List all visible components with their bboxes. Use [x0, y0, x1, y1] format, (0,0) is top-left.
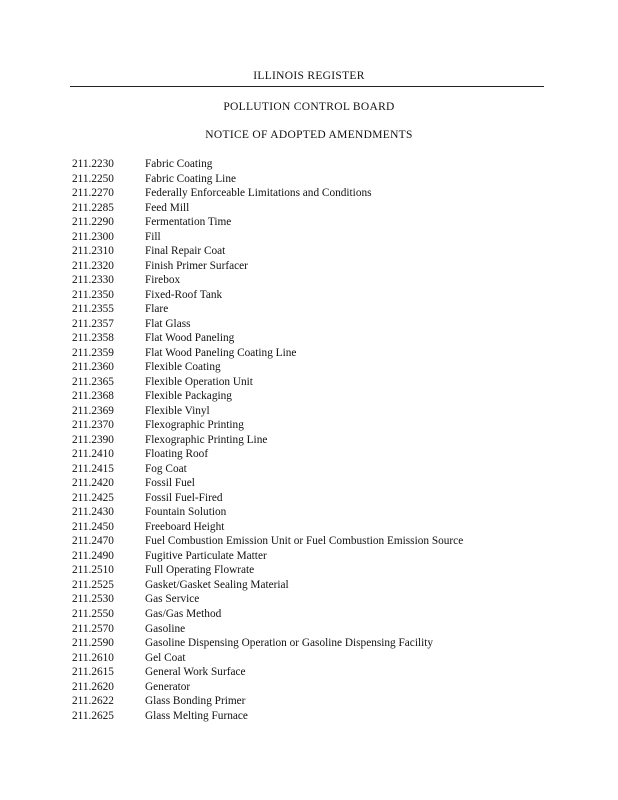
section-number: 211.2250: [72, 172, 114, 185]
section-number: 211.2470: [72, 535, 114, 548]
section-row: [0, 331, 618, 346]
section-title: Flexographic Printing: [145, 419, 244, 432]
section-title: Flare: [145, 303, 169, 316]
section-number: 211.2420: [72, 477, 114, 490]
section-title: Flexographic Printing Line: [145, 433, 268, 446]
section-row: [0, 404, 618, 419]
section-title: Gasoline Dispensing Operation or Gasoline Dispensing Facility: [145, 637, 434, 650]
section-title: Fermentation Time: [145, 216, 232, 229]
section-row: [0, 592, 618, 607]
section-title: Fog Coat: [145, 462, 187, 475]
section-title: Feed Mill: [145, 201, 190, 214]
section-row: [0, 375, 618, 390]
section-number: 211.2370: [72, 419, 114, 432]
section-number: 211.2357: [72, 317, 114, 330]
section-row: [0, 651, 618, 666]
section-title: Final Repair Coat: [145, 245, 226, 258]
section-number: 211.2510: [72, 564, 114, 577]
section-number: 211.2230: [72, 158, 114, 170]
section-row: [0, 680, 618, 695]
section-title: Fountain Solution: [145, 506, 227, 519]
section-list: [0, 157, 618, 723]
section-number: 211.2570: [72, 622, 114, 635]
section-title: Flexible Vinyl: [145, 404, 210, 417]
section-row: [0, 273, 618, 288]
section-title: Fill: [145, 230, 161, 243]
section-number: 211.2390: [72, 433, 114, 446]
section-title: Flexible Operation Unit: [145, 375, 253, 388]
section-number: 211.2360: [72, 361, 114, 374]
section-number: 211.2285: [72, 201, 114, 214]
section-row: [0, 389, 618, 404]
section-number: 211.2310: [72, 245, 114, 258]
section-number: 211.2625: [72, 709, 114, 722]
section-title: Fabric Coating Line: [145, 172, 236, 185]
section-number: 211.2415: [72, 462, 114, 475]
section-number: 211.2330: [72, 274, 114, 287]
section-row: [0, 622, 618, 637]
section-number: 211.2359: [72, 346, 114, 359]
section-number: 211.2410: [72, 448, 114, 461]
section-row: [0, 549, 618, 564]
section-number: 211.2620: [72, 680, 114, 693]
section-row: [0, 433, 618, 448]
section-row: [0, 709, 618, 724]
section-row: [0, 607, 618, 622]
section-title: Fossil Fuel-Fired: [145, 491, 223, 504]
section-row: [0, 694, 618, 709]
section-title: General Work Surface: [145, 666, 246, 679]
section-title: Fabric Coating: [145, 158, 213, 170]
section-row: [0, 244, 618, 259]
section-number: 211.2425: [72, 491, 114, 504]
section-title: Flexible Coating: [145, 361, 221, 374]
section-title: Gel Coat: [145, 651, 186, 664]
section-row: [0, 418, 618, 433]
section-title: Flat Glass: [145, 317, 191, 330]
section-row: [0, 346, 618, 361]
section-number: 211.2350: [72, 288, 114, 301]
section-title: Fuel Combustion Emission Unit or Fuel Combustion Emission Source: [145, 535, 464, 548]
section-row: [0, 534, 618, 549]
section-title: Fossil Fuel: [145, 477, 195, 490]
section-title: Glass Melting Furnace: [145, 709, 248, 722]
section-title: Finish Primer Surfacer: [145, 259, 248, 272]
section-title: Gasket/Gasket Sealing Material: [145, 578, 289, 591]
section-row: [0, 491, 618, 506]
agency-heading: POLLUTION CONTROL BOARD: [223, 101, 395, 113]
section-title: Gas/Gas Method: [145, 607, 222, 620]
section-row: [0, 665, 618, 680]
section-row: [0, 230, 618, 245]
section-number: 211.2590: [72, 637, 114, 650]
section-row: [0, 520, 618, 535]
section-number: 211.2365: [72, 375, 114, 388]
section-row: [0, 302, 618, 317]
section-number: 211.2290: [72, 216, 114, 229]
section-row: [0, 563, 618, 578]
section-number: 211.2300: [72, 230, 114, 243]
section-number: 211.2622: [72, 695, 114, 708]
section-row: [0, 447, 618, 462]
section-row: [0, 172, 618, 187]
section-number: 211.2358: [72, 332, 114, 345]
section-title: Federally Enforceable Limitations and Conditions: [145, 187, 372, 200]
section-row: [0, 201, 618, 216]
section-number: 211.2525: [72, 578, 114, 591]
section-number: 211.2369: [72, 404, 114, 417]
section-row: [0, 636, 618, 651]
section-number: 211.2430: [72, 506, 114, 519]
section-row: [0, 215, 618, 230]
section-row: [0, 360, 618, 375]
section-title: Gasoline: [145, 622, 186, 635]
section-title: Glass Bonding Primer: [145, 695, 246, 708]
section-title: Firebox: [145, 274, 181, 287]
section-title: Fugitive Particulate Matter: [145, 549, 267, 562]
section-number: 211.2490: [72, 549, 114, 562]
section-number: 211.2355: [72, 303, 114, 316]
section-row: [0, 505, 618, 520]
section-title: Fixed-Roof Tank: [145, 288, 223, 301]
section-title: Flexible Packaging: [145, 390, 232, 403]
section-number: 211.2320: [72, 259, 114, 272]
section-row: [0, 186, 618, 201]
section-row: [0, 288, 618, 303]
section-title: Gas Service: [145, 593, 200, 606]
section-number: 211.2368: [72, 390, 114, 403]
section-title: Generator: [145, 680, 191, 693]
section-number: 211.2550: [72, 607, 114, 620]
section-number: 211.2615: [72, 666, 114, 679]
section-number: 211.2270: [72, 187, 114, 200]
header-rule: [70, 86, 544, 87]
notice-heading: NOTICE OF ADOPTED AMENDMENTS: [205, 129, 413, 141]
section-row: [0, 317, 618, 332]
section-title: Floating Roof: [145, 448, 209, 461]
section-row: [0, 157, 618, 172]
register-title: ILLINOIS REGISTER: [253, 70, 365, 82]
section-row: [0, 578, 618, 593]
section-number: 211.2530: [72, 593, 114, 606]
section-row: [0, 259, 618, 274]
section-row: [0, 476, 618, 491]
section-number: 211.2450: [72, 520, 114, 533]
section-title: Full Operating Flowrate: [145, 564, 255, 577]
section-row: [0, 462, 618, 477]
section-title: Flat Wood Paneling Coating Line: [145, 346, 297, 359]
section-title: Freeboard Height: [145, 520, 225, 533]
section-title: Flat Wood Paneling: [145, 332, 235, 345]
section-number: 211.2610: [72, 651, 114, 664]
